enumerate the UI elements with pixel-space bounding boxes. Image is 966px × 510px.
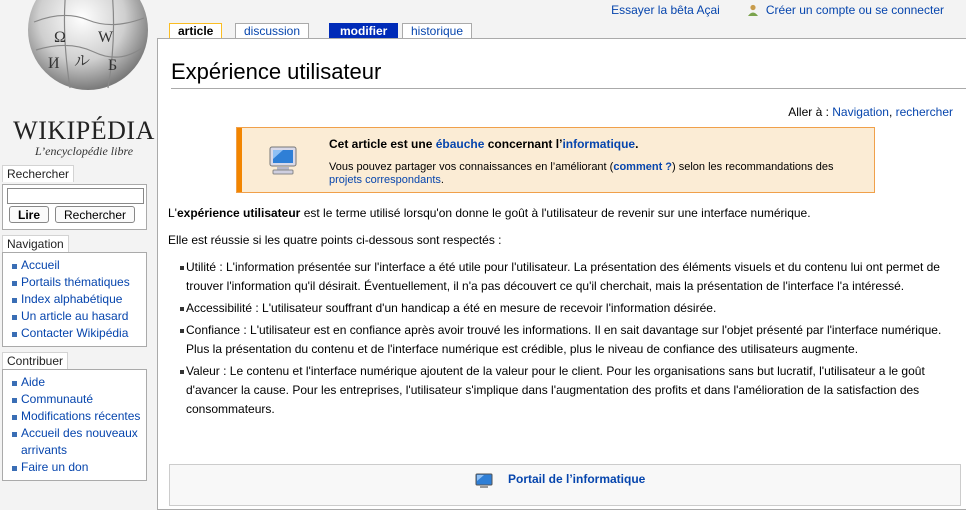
stub-text: Cet article est une (329, 137, 436, 151)
logo-wordmark: WIKIPÉDIA (13, 116, 155, 145)
computing-portal-link[interactable]: Portail de l’informatique (508, 472, 646, 486)
list-item: Utilité : L'information présentée sur l'interface a été utile pour l'utilisateur. La présentation des éléments visuels et du contenu lui ont permet de trouver l'information qu'il désirait. Éventuellement, il n'a pas découvert ce qu'il cherchait, mais la présentation de l'interface l'a intéressé. (180, 258, 960, 296)
page-title: Expérience utilisateur (171, 59, 382, 84)
portal-box (169, 464, 961, 506)
create-account-link[interactable]: Créer un compte ou se connecter (765, 3, 944, 17)
personal-toolbar (611, 3, 944, 19)
contrib-item-newcomers[interactable]: Accueil des nouveaux arrivants (21, 426, 138, 457)
jump-search-link[interactable]: rechercher (895, 105, 953, 119)
intro-term: expérience utilisateur (176, 206, 301, 220)
stub-text: Vous pouvez partager vos connaissances en l’améliorant ( (329, 161, 614, 173)
svg-text:Ω: Ω (54, 29, 66, 46)
contrib-item-community[interactable]: Communauté (21, 392, 94, 406)
stub-text: . (635, 137, 639, 151)
tab-article[interactable] (169, 23, 222, 39)
criteria-intro: Elle est réussie si les quatre points ci-dessous sont respectés : (168, 233, 502, 247)
search-portlet (2, 184, 147, 230)
search-portlet-title: Rechercher (2, 165, 74, 182)
tab-history-label: historique (411, 24, 464, 38)
intro-text: L' (168, 206, 177, 220)
stub-text: . (440, 174, 444, 186)
projects-link[interactable]: projets correspondants (329, 174, 441, 186)
navigation-portlet (2, 252, 147, 347)
computing-topic-link[interactable]: informatique (562, 137, 636, 151)
globe-puzzle-icon (24, 0, 152, 98)
search-button[interactable]: Rechercher (55, 206, 135, 223)
stub-notice (236, 127, 875, 193)
svg-text:W: W (98, 29, 114, 46)
contribute-portlet-title: Contribuer (2, 352, 68, 369)
search-input[interactable] (7, 188, 144, 204)
tab-discussion-label: discussion (244, 24, 301, 38)
wikipedia-logo[interactable] (0, 0, 160, 160)
list-item: Valeur : Le contenu et l'interface numérique ajoutent de la valeur pour le client. Pour les organisations sans but lucratif, l'utilisateur a le goût d'avancer la cause. Pour les entreprises, l'utilisateur s'implique dans l'augmentation des profits et dans l'amélioration de la satisfaction des consommateurs. (180, 362, 960, 419)
user-icon (747, 4, 759, 19)
content-area (157, 38, 966, 510)
criteria-list (180, 258, 960, 422)
beta-link[interactable]: Essayer la bêta Açai (611, 3, 720, 17)
computer-icon (267, 143, 301, 177)
jump-to (788, 105, 953, 119)
tab-edit[interactable]: modifier (329, 23, 398, 39)
title-divider (171, 88, 966, 89)
contribute-portlet (2, 369, 147, 481)
contrib-item-recent-changes[interactable]: Modifications récentes (21, 409, 141, 423)
stub-link[interactable]: ébauche (435, 137, 485, 151)
list-item: Confiance : L'utilisateur est en confiance après avoir trouvé les informations. Il en sait davantage sur l'objet présenté par l'interface numérique. Plus la présentation du contenu et de l'interface numérique est crédible, plus le niveau de confiance des utilisateurs augmente. (180, 321, 960, 359)
nav-item-contact[interactable]: Contacter Wikipédia (21, 326, 129, 340)
tab-history[interactable] (402, 23, 472, 39)
intro-paragraph (168, 206, 811, 220)
intro-text: est le terme utilisé lorsqu'on donne le goût à l'utilisateur de revenir sur une interface numérique. (300, 206, 811, 220)
nav-item-home[interactable]: Accueil (21, 258, 60, 272)
stub-text: concernant l’ (484, 137, 563, 151)
how-link[interactable]: comment ? (613, 161, 673, 173)
jump-navigation-link[interactable]: Navigation (832, 105, 889, 119)
svg-text:Б: Б (108, 57, 118, 74)
computer-icon (475, 473, 493, 489)
stub-text: ) selon les recommandations des (672, 161, 834, 173)
contrib-item-donate[interactable]: Faire un don (21, 460, 89, 474)
svg-text:ル: ル (74, 53, 91, 70)
list-item: Accessibilité : L'utilisateur souffrant d'un handicap a été en mesure de recevoir l'information désirée. (180, 299, 960, 318)
go-button[interactable]: Lire (9, 206, 49, 223)
stub-heading (329, 137, 638, 151)
tab-discussion[interactable] (235, 23, 309, 39)
stub-accent-stripe (237, 128, 242, 192)
jump-prefix: Aller à : (788, 105, 833, 119)
navigation-portlet-title: Navigation (2, 235, 69, 252)
nav-item-index[interactable]: Index alphabétique (21, 292, 123, 306)
contrib-item-help[interactable]: Aide (21, 375, 46, 389)
svg-text:И: И (48, 55, 60, 72)
logo-tagline: L’encyclopédie libre (34, 144, 134, 158)
stub-body (329, 161, 859, 187)
nav-item-random[interactable]: Un article au hasard (21, 309, 129, 323)
nav-item-portals[interactable]: Portails thématiques (21, 275, 130, 289)
tab-article-label: article (178, 24, 214, 38)
jump-separator: , (888, 105, 896, 119)
